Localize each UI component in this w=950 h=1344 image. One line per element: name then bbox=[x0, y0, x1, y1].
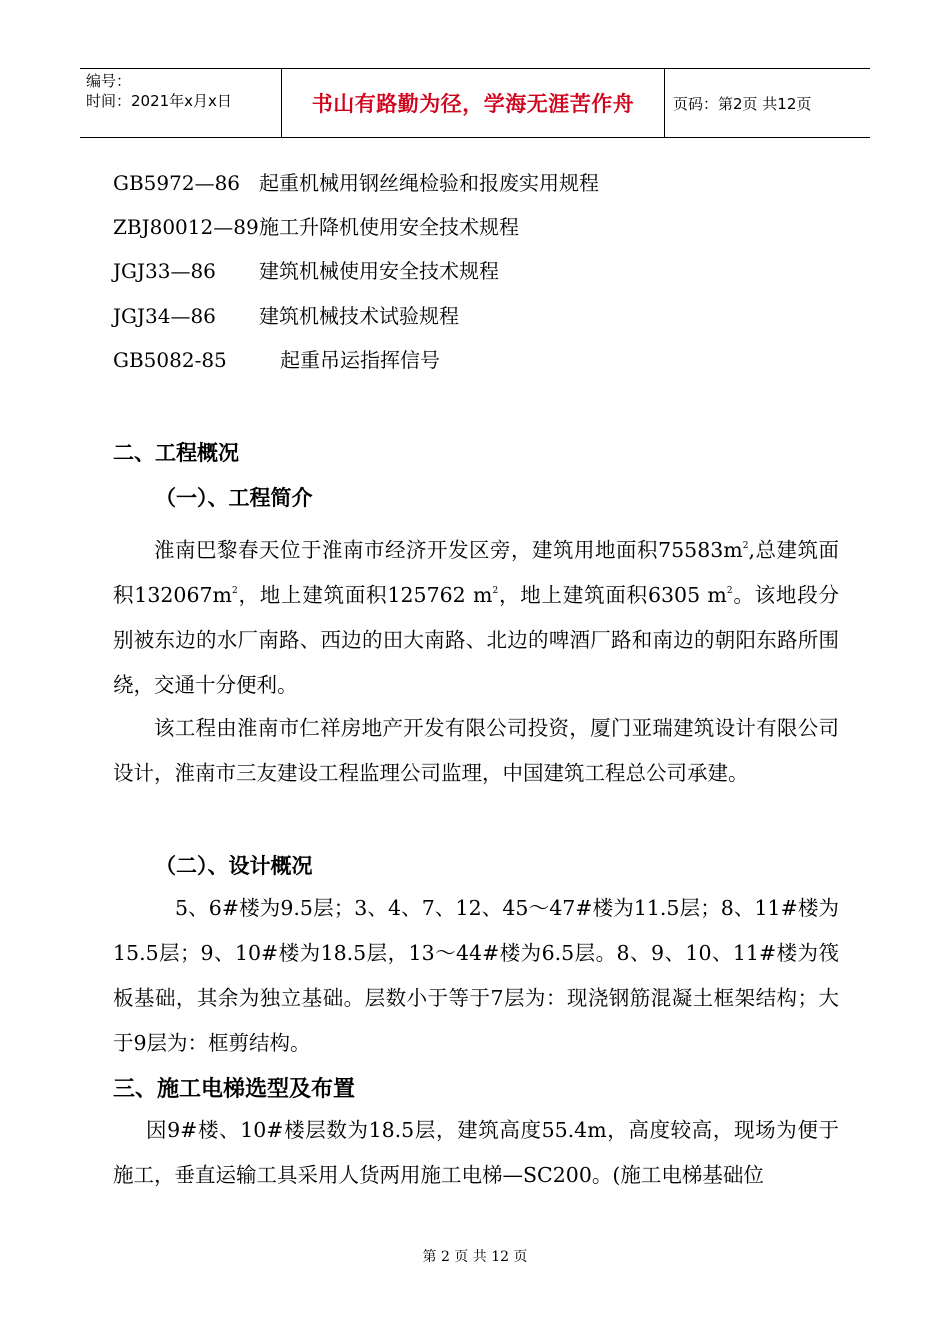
section-2-title: 二、工程概况 bbox=[113, 441, 239, 465]
reference-item bbox=[113, 304, 459, 328]
page-footer: 第 2 页 共 12 页 bbox=[422, 1249, 528, 1265]
reference-item bbox=[113, 259, 499, 283]
reference-code: JGJ34—86 bbox=[113, 304, 216, 328]
reference-code: GB5082-85 bbox=[113, 348, 227, 372]
design-overview-paragraph: 5、6#楼为9.5层；3、4、7、12、45～47#楼为11.5层；8、11#楼为15.5层；9、10#楼为18.5层，13～44#楼为6.5层。8、9、10、11#楼为筏板基础，其余为独立基础。层数小于等于7层为：现浇钢筋混凝土框架结构；大于9层为：框剪结构。 bbox=[113, 896, 839, 1055]
reference-item bbox=[113, 215, 519, 239]
header-page-info: 页码：第2页 共12页 bbox=[673, 94, 812, 113]
reference-title: 起重吊运指挥信号 bbox=[280, 348, 440, 372]
reference-title: 建筑机械使用安全技术规程 bbox=[259, 259, 499, 283]
header-meta bbox=[80, 69, 282, 137]
reference-title: 起重机械用钢丝绳检验和报废实用规程 bbox=[259, 171, 599, 195]
elevator-selection-paragraph: 因9#楼、10#楼层数为18.5层，建筑高度55.4m，高度较高，现场为便于施工，垂直运输工具采用人货两用施工电梯—SC200。(施工电梯基础位 bbox=[113, 1118, 839, 1187]
reference-item bbox=[113, 348, 440, 372]
reference-code: GB5972—86 bbox=[113, 171, 241, 195]
reference-item bbox=[113, 171, 599, 195]
reference-title: 施工升降机使用安全技术规程 bbox=[259, 215, 519, 239]
document-number-label: 编号： bbox=[86, 72, 132, 90]
subsection-2-title: （二）、设计概况 bbox=[155, 854, 313, 878]
project-intro-paragraph: 淮南巴黎春天位于淮南市经济开发区旁，建筑用地面积$75583m^2$,总建筑面积$132067m^2$，地上建筑面积125762 $m^2$，地上建筑面积6305 $m^2$。该地段分别被东边的水厂南路、西边的田大南路、北边的啤酒厂路和南边的朝阳东路所围绕，交通十分便利。 bbox=[113, 538, 839, 697]
section-3-title: 三、施工电梯选型及布置 bbox=[113, 1077, 356, 1102]
header-motto: 书山有路勤为径，学海无涯苦作舟 bbox=[282, 69, 665, 137]
reference-title: 建筑机械技术试验规程 bbox=[259, 304, 459, 328]
reference-code: ZBJ80012—89 bbox=[113, 215, 259, 239]
page-header bbox=[80, 68, 870, 138]
reference-code: JGJ33—86 bbox=[113, 259, 216, 283]
project-parties-paragraph: 该工程由淮南市仁祥房地产开发有限公司投资，厦门亚瑞建筑设计有限公司设计，淮南市三友建设工程监理公司监理，中国建筑工程总公司承建。 bbox=[113, 716, 839, 785]
document-time-label: 时间：2021年x月x日 bbox=[86, 92, 232, 110]
subsection-1-title: （一）、工程简介 bbox=[155, 486, 313, 510]
